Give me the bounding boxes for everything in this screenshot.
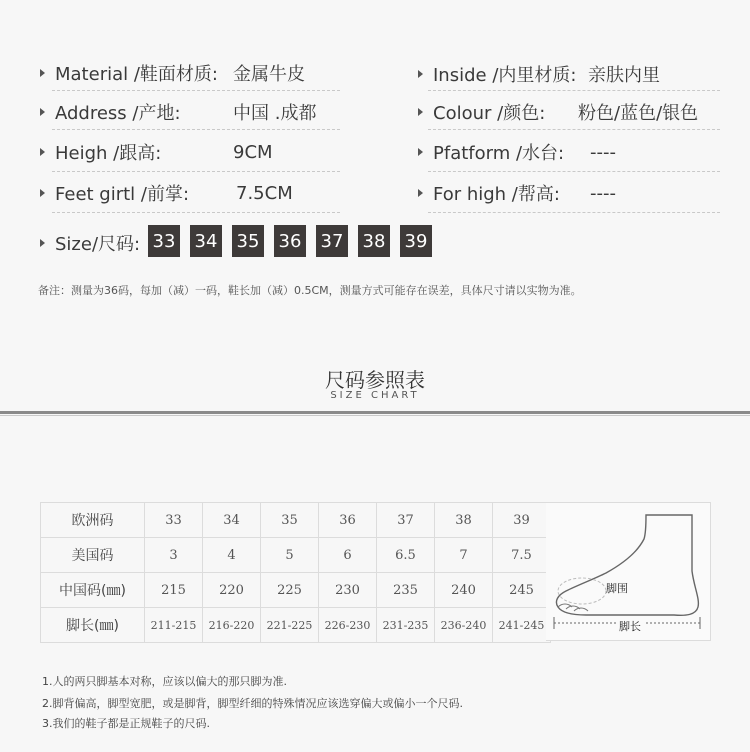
table-cell: 6.5 (377, 538, 435, 573)
table-cell: 5 (261, 538, 319, 573)
size-option-34[interactable]: 34 (190, 225, 222, 257)
size-row-label (40, 230, 140, 256)
spec-value: 9CM (233, 141, 273, 163)
table-cell: 39 (493, 503, 551, 538)
table-cell: 221-225 (261, 608, 319, 643)
spec-value: 中国 .成都 (233, 103, 317, 124)
spec-label: Feet girtl /前掌: (55, 184, 190, 205)
table-cell: 216-220 (203, 608, 261, 643)
row-header: 脚长(㎜) (41, 608, 145, 643)
table-cell: 36 (319, 503, 377, 538)
spec-address (40, 99, 317, 125)
bullet-arrow-icon (418, 189, 423, 197)
spec-label: Colour /颜色: (433, 103, 546, 124)
table-row (41, 573, 551, 608)
chart-title-en: SIZE CHART (330, 390, 420, 401)
spec-label: Heigh /跟高: (55, 143, 162, 164)
table-cell: 245 (493, 573, 551, 608)
bullet-arrow-icon (418, 70, 423, 78)
table-cell: 4 (203, 538, 261, 573)
table-cell: 3 (145, 538, 203, 573)
bullet-arrow-icon (40, 108, 45, 116)
table-cell: 225 (261, 573, 319, 608)
footnote-1: 1.人的两只脚基本对称，应该以偏大的那只脚为准. (42, 675, 287, 688)
spec-value: 粉色/蓝色/银色 (578, 103, 699, 124)
spec-label: Inside /内里材质: (433, 65, 577, 86)
table-cell: 215 (145, 573, 203, 608)
foot-measure-illustration (546, 502, 711, 641)
measurement-note: 备注：测量为36码，每加（减）一码，鞋长加（减）0.5CM，测量方式可能存在误差，具体尺寸请以实物为准。 (38, 284, 582, 297)
table-cell: 230 (319, 573, 377, 608)
table-cell: 240 (435, 573, 493, 608)
size-option-39[interactable]: 39 (400, 225, 432, 257)
divider (428, 90, 720, 91)
table-row (41, 608, 551, 643)
row-header: 中国码(㎜) (41, 573, 145, 608)
divider (428, 129, 720, 130)
spec-value: ---- (590, 182, 616, 204)
bullet-arrow-icon (418, 148, 423, 156)
table-cell: 7.5 (493, 538, 551, 573)
spec-heel-height (40, 139, 273, 165)
foot-length-label: 脚长 (616, 618, 644, 634)
footnote-3: 3.我们的鞋子都是正规鞋子的尺码. (42, 717, 210, 730)
size-option-38[interactable]: 38 (358, 225, 390, 257)
spec-upper-height (418, 180, 616, 206)
size-option-37[interactable]: 37 (316, 225, 348, 257)
table-row (41, 538, 551, 573)
table-cell: 236-240 (435, 608, 493, 643)
bullet-arrow-icon (40, 189, 45, 197)
table-cell: 231-235 (377, 608, 435, 643)
divider (52, 129, 340, 130)
table-cell: 38 (435, 503, 493, 538)
table-cell: 33 (145, 503, 203, 538)
row-header: 美国码 (41, 538, 145, 573)
spec-forefoot (40, 180, 293, 206)
foot-girth-label: 脚围 (606, 582, 628, 595)
size-option-35[interactable]: 35 (232, 225, 264, 257)
divider (428, 171, 720, 172)
spec-value: ---- (590, 141, 616, 163)
bullet-arrow-icon (40, 69, 45, 77)
spec-label: Material /鞋面材质: (55, 64, 218, 85)
spec-platform (418, 139, 616, 165)
divider (428, 212, 720, 213)
table-cell: 7 (435, 538, 493, 573)
table-cell: 211-215 (145, 608, 203, 643)
table-cell: 35 (261, 503, 319, 538)
table-cell: 235 (377, 573, 435, 608)
spec-value: 金属牛皮 (233, 64, 305, 85)
size-label: Size/尺码: (55, 234, 141, 255)
table-cell: 226-230 (319, 608, 377, 643)
table-cell: 34 (203, 503, 261, 538)
table-cell: 37 (377, 503, 435, 538)
spec-label: Pfatform /水台: (433, 143, 565, 164)
spec-colour (418, 99, 699, 125)
chart-title-cn: 尺码参照表 (325, 368, 425, 392)
section-divider-thin (0, 415, 750, 416)
table-cell: 241-245 (493, 608, 551, 643)
spec-label: For high /帮高: (433, 184, 560, 205)
size-chart-table (40, 502, 551, 643)
divider (52, 90, 340, 91)
bullet-arrow-icon (418, 108, 423, 116)
spec-inside (418, 61, 660, 87)
table-cell: 6 (319, 538, 377, 573)
table-row (41, 503, 551, 538)
table-cell: 220 (203, 573, 261, 608)
footnote-2: 2.脚背偏高，脚型宽肥，或是脚背，脚型纤细的特殊情况应该选穿偏大或偏小一个尺码. (42, 697, 463, 710)
row-header: 欧洲码 (41, 503, 145, 538)
spec-material (40, 60, 305, 86)
spec-label: Address /产地: (55, 103, 181, 124)
bullet-arrow-icon (40, 148, 45, 156)
spec-value: 亲肤内里 (588, 65, 660, 86)
divider (52, 212, 340, 213)
section-divider (0, 411, 750, 414)
size-option-33[interactable]: 33 (148, 225, 180, 257)
divider (52, 171, 340, 172)
spec-value: 7.5CM (236, 182, 293, 204)
bullet-arrow-icon (40, 239, 45, 247)
size-option-36[interactable]: 36 (274, 225, 306, 257)
